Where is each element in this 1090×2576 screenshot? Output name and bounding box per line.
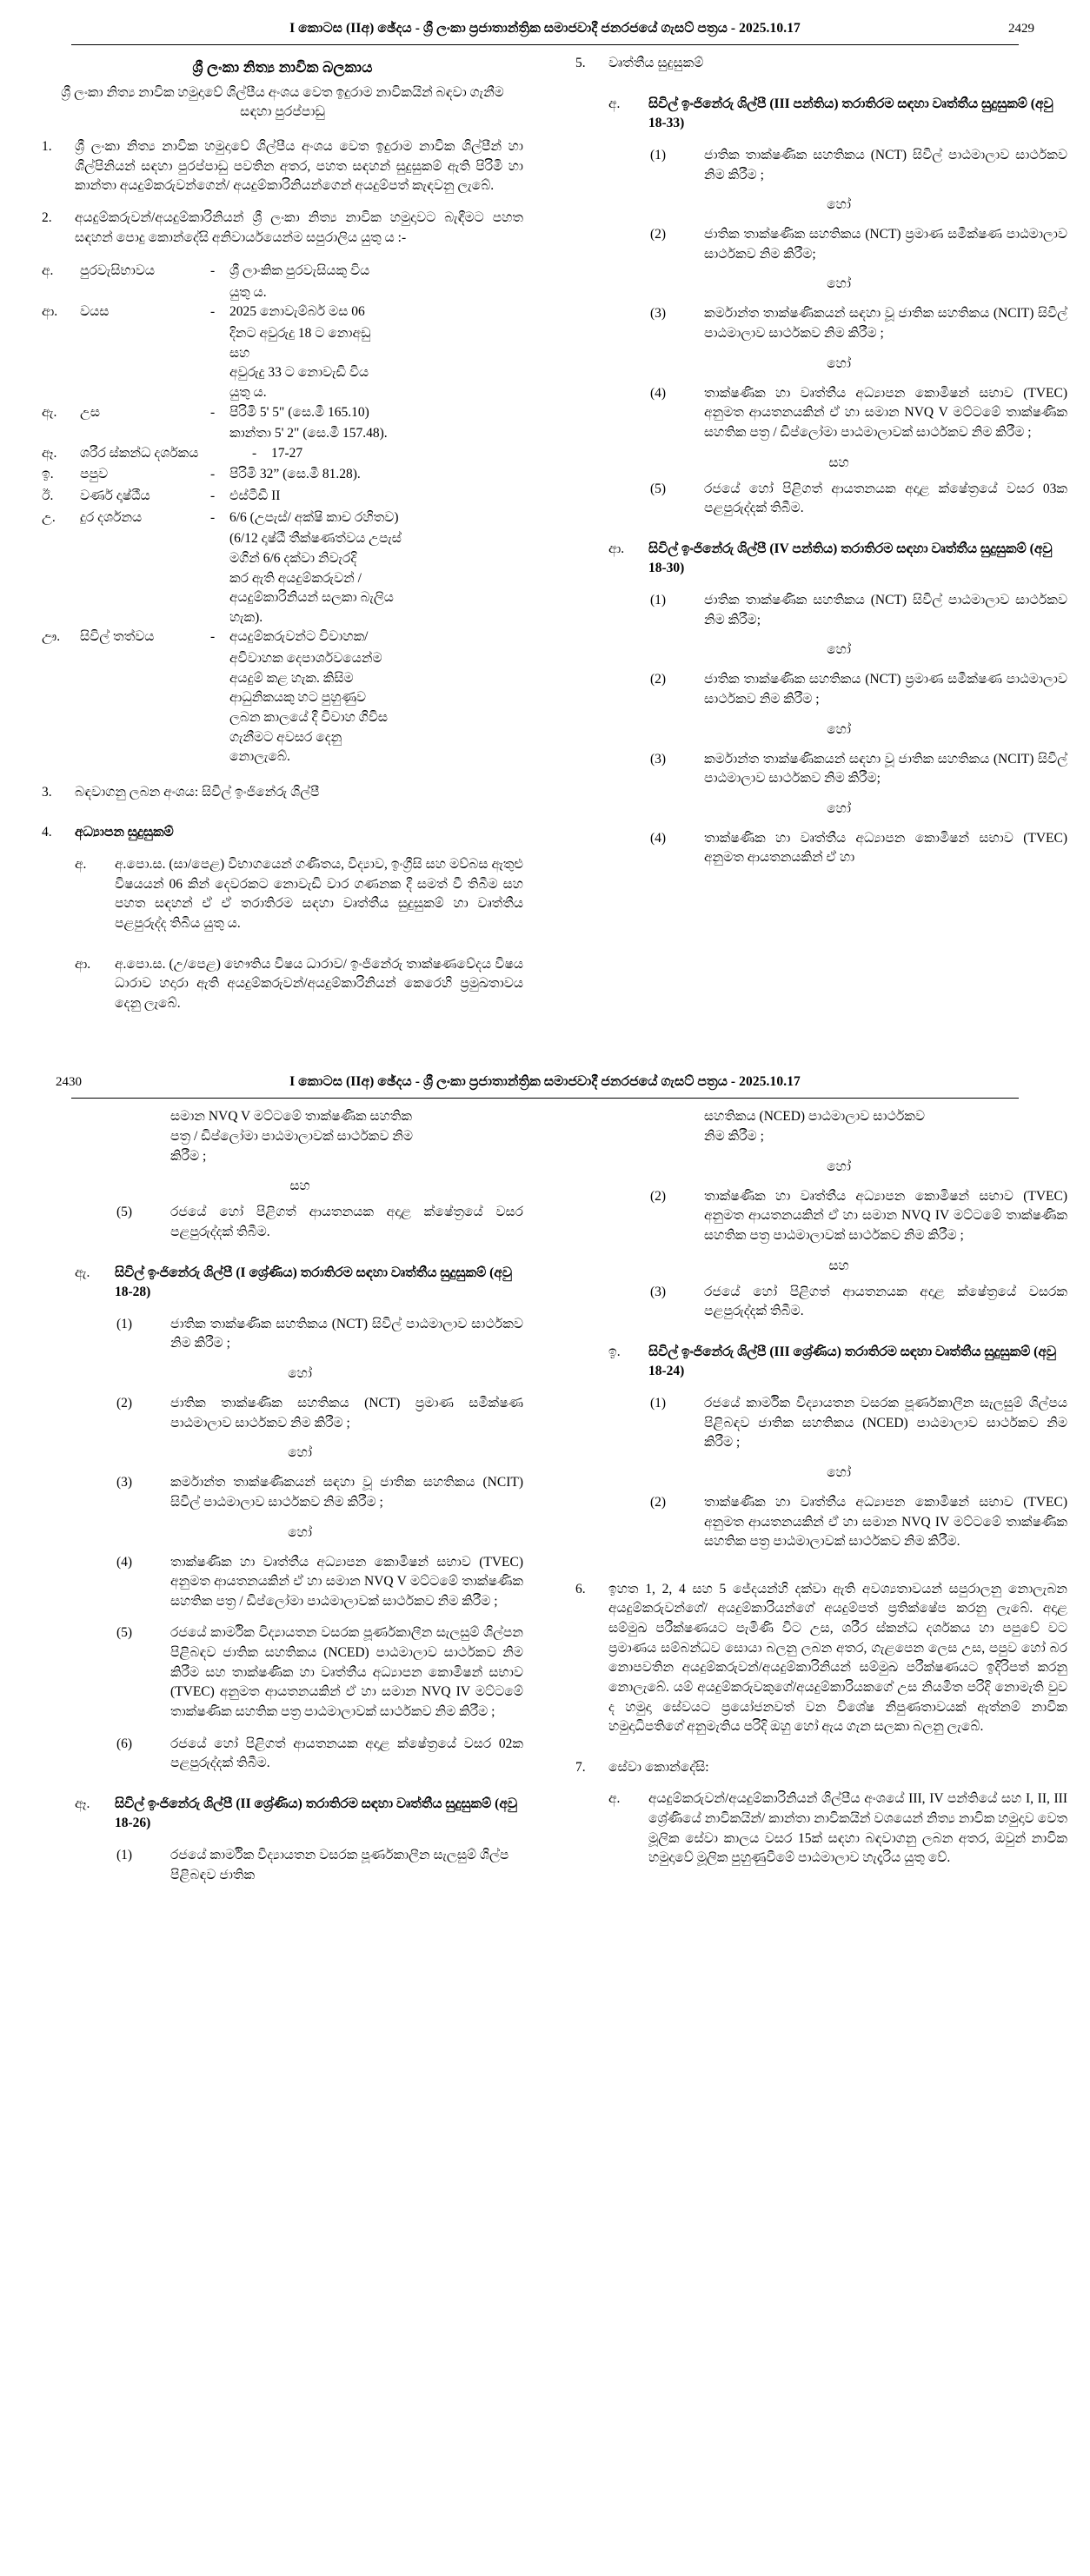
- definition-row: [42, 444, 523, 464]
- subitem-text: කර්මාන්ත තාක්ෂණිකයන් සඳහා වූ ජාතික සහතිකය (NCIT) සිවිල් පාඨමාලාව සාර්ථකව නිම කිරීම ;: [170, 1475, 523, 1510]
- subitem: [650, 829, 1067, 868]
- section-5-heading: වෘත්තීය සුදුසුකම්: [608, 56, 704, 70]
- header-rule: [71, 1098, 1019, 1099]
- section-7: [575, 1758, 1067, 1778]
- section-5-number: 5.: [575, 56, 586, 70]
- subitem: [650, 1493, 1067, 1552]
- subitem-text: රජයේ හෝ පිළිගත් ආයතනයක අදාළ ක්ෂේත්‍රයේ වසර පළපුරුද්දක් තිබීම.: [170, 1205, 523, 1239]
- section-4-heading: අධ්‍යාපන සුදුසුකම්: [75, 825, 174, 840]
- subitem-text: කර්මාන්ත තාක්ෂණිකයන් සඳහා වූ ජාතික සහතිකය (NCIT) සිවිල් පාඨමාලාව සාර්ථකව නිම කිරීම ;: [704, 306, 1067, 341]
- subitem: [116, 1735, 523, 1774]
- connector-word: හෝ: [288, 1524, 312, 1540]
- subitem: [650, 480, 1067, 519]
- subitem-number: (2): [650, 227, 667, 242]
- connector-word: සහ: [289, 1178, 310, 1194]
- subitem-number: (4): [650, 830, 667, 846]
- subitem-text: රජයේ හෝ පිළිගත් ආයතනයක අදාළ ක්ෂේත්‍රයේ වසර 03ක පළපුරුද්දක් තිබීම.: [704, 481, 1067, 516]
- definition-row: [42, 508, 523, 528]
- definition-continuation: [42, 708, 523, 728]
- connector-word: සහ: [828, 1258, 849, 1273]
- section-6-text: ඉහත 1, 2, 4 සහ 5 ජේදයන්හි දක්වා ඇති අවශ්‍යතාවයන් සපුරාලනු නොලැබන අයදුම්කරුවන්ගේ/ අයදුම්කාරියන්ගේ අයදුම්පත් ප්‍රතික්ෂේප කරනු ලැබේ. අදාළ සම්මුඛ පරීක්ෂණයට පැමිණි විට උස, ශරීර ස්කන්ධ දර්ශකය හා පපුවේ වට ප්‍රමාණය සම්බන්ධව සොයා බලනු ලබන අතර, ගැළපෙන ලෙස උස, පපුව හෝ බර නොපවතින අයදුම්කරුවන්/අයදුම්කාරිනියන් සම්මුඛ පරීක්ෂණයට ඉදිරිපත් කරනු නොලැබේ. යම් අයදුම්කරුවකුගේ/අයදුම්කාරියකගේ උස නියමිත පරිදි නොමැති වුව ද හමුදා සේවයට ප්‍රයෝජනවත් වන විශේෂ නිපුණතාවයක් ඇත්නම් නාවික හමුදාධිපතිගේ අනුමැතිය පරිදි ඔහු හෝ ඇය ගැන සලකා බලනු ලැබේ.: [608, 1581, 1067, 1735]
- gazette-page-2429: [0, 0, 1090, 1026]
- continued-subitem: [116, 1107, 523, 1166]
- definition-value: 17-27: [271, 445, 303, 461]
- definition-continuation-line: නොලැබේ.: [229, 749, 290, 765]
- header-rule: [71, 44, 1019, 45]
- section-2-number: 2.: [42, 209, 52, 225]
- connector-word: හෝ: [827, 721, 851, 737]
- definition-continuation-line: ලබන කාලයේ දී විවාහ ගිවිස: [229, 709, 389, 725]
- subitem: [650, 750, 1067, 789]
- definition-value: පිරිමි 5' 5" (සෙ.මී 165.10): [229, 404, 369, 420]
- page-two-group-d-mark: ඈ.: [75, 1796, 90, 1811]
- page-folio-number: 2429: [1008, 22, 1034, 36]
- definition-mark: අ.: [42, 263, 54, 279]
- gazette-page-2430: [0, 1057, 1090, 1897]
- subitem-number: (2): [650, 1494, 667, 1510]
- section-5: [575, 54, 1067, 74]
- section-5-group-b-mark: ආ.: [608, 541, 625, 556]
- definition-mark: උ.: [42, 509, 56, 525]
- definition-dash: -: [210, 404, 216, 420]
- section-5-group-a: [608, 95, 1067, 134]
- definition-row: [42, 403, 523, 423]
- definition-continuation: [42, 344, 523, 364]
- subitem-number: (1): [116, 1848, 133, 1862]
- subitem-number: (2): [116, 1396, 133, 1411]
- subitem: [650, 384, 1067, 443]
- section-4-item-a: [75, 855, 523, 934]
- definition-continuation: [42, 529, 523, 549]
- page-two-group-e: [608, 1343, 1067, 1382]
- subitem: [116, 1394, 523, 1433]
- definition-continuation: [42, 588, 523, 608]
- section-7-item-a-text: අයදුම්කරුවන්/අයදුම්කාරිනියන් ශිල්පීය අංශයේ III, IV පන්තියේ සහ I, II, III ශ්‍රේණියේ නාවිකයින්/ කාන්තා නාවිකයින් වශයෙන් නිත්‍ය නාවික හමුදාව වෙත මූලික සේවා කාලය වසර 15ක් සඳහා බඳවාගනු ලබන අතර, ඔවුන් නාවික හමුදාවේ මූලික පුහුණුවීමේ පාඨමාලාව හැදෑරිය යුතු වේ.: [648, 1791, 1067, 1866]
- definition-dash: -: [210, 629, 216, 645]
- definition-mark: ඊ.: [42, 488, 54, 503]
- section-6-number: 6.: [575, 1581, 586, 1597]
- subitem-text: රජයේ කාර්මික විද්‍යායතන වසරක පූර්ණකාලීන සැලසුම් ශිල්පන පිළිබඳව ජාතික සහතිකය (NCED) පාඨමාලාව සාර්ථකව නිම කිරීම සහ තාක්ෂණික හා වෘත්තීය අධ්‍යාපන කොමිෂන් සභාව (TVEC) අනුමත ආයතනයකින් ඒ හා සමාන NVQ IV මට්ටමේ තාක්ෂණික සහතික පත්‍ර පාඨමාලාවක් සාර්ථකව නිම කිරීම ;: [170, 1625, 523, 1719]
- definition-continuation: [42, 383, 523, 403]
- page-one-columns: [23, 54, 1067, 1026]
- section-4-item-b-text: අ.පො.ස. (උ/පෙළ) භෞතිය විෂය ධාරාව/ ඉංජිනේරු තාක්ෂණවේදය විෂය ධාරාව හදාරා ඇති අයදුම්කරුවන්/අයදුම්කාරිනියන් කෙරෙහි ප්‍රමුඛතාවය දෙනු ලැබේ.: [115, 956, 523, 1011]
- section-4-item-b: [75, 955, 523, 1014]
- definition-continuation-line: මගින් 6/6 දක්වා නිවැරදි: [229, 550, 357, 566]
- definition-continuation: [42, 649, 523, 669]
- subitem-number: (3): [650, 306, 667, 322]
- document-subtitle: ශ්‍රී ලංකා නිත්‍ය නාවික හමුදාවේ ශිල්පීය අංශය වෙත ඉදුරාම නාවිකයින් බඳවා ගැනීම සඳහා පුරප්පාඩු: [61, 85, 504, 119]
- section-1: [42, 137, 523, 196]
- section-4-item-b-mark: ආ.: [75, 956, 91, 972]
- definition-term: දුර දර්ශනය: [80, 509, 143, 525]
- page-two-columns: [23, 1107, 1067, 1897]
- section-3-number: 3.: [42, 784, 52, 800]
- subitem-text: රජයේ හෝ පිළිගත් ආයතනයක අදාළ ක්ෂේත්‍රයේ වසර 02ක පළපුරුද්දක් තිබීම.: [170, 1736, 523, 1771]
- subitem-number: (5): [116, 1205, 133, 1220]
- section-7-heading: සේවා කොන්දේසි:: [608, 1759, 709, 1775]
- definition-value: 6/6 (උපැස්/ අක්ෂි කාච රහිතව): [229, 509, 399, 525]
- definition-continuation: [42, 549, 523, 569]
- running-head-page-two: [23, 1069, 1067, 1095]
- definition-continuation-line: ආධුනිකයකු හට පුහුණුව: [229, 690, 367, 706]
- definition-continuation-line: අවිවාහක දෙපාර්ශවයෙන්ම: [229, 651, 382, 666]
- section-3-text: බඳවාගනු ලබන අංශය: සිවිල් ඉංජිනේරු ශිල්පී: [75, 784, 320, 800]
- definition-continuation-line: අයදුම්කාරිනියන් සලකා බැලිය: [229, 590, 394, 606]
- definition-value: එස්ටීඩී II: [229, 488, 281, 503]
- section-2: [42, 209, 523, 248]
- definition-continuation: [42, 608, 523, 628]
- definition-row: [42, 487, 523, 507]
- definition-dash: -: [210, 488, 216, 503]
- section-2-definition-list: [42, 262, 523, 767]
- definition-dash: -: [210, 263, 216, 279]
- subitem-number: (3): [116, 1475, 133, 1490]
- page-break-gap: [0, 1026, 1090, 1057]
- definition-continuation-line: අයදුම් කළ හැක. කිසිම: [229, 670, 354, 686]
- section-2-text: අයදුම්කරුවන්/අයදුම්කාරිනියන් ශ්‍රී ලංකා නිත්‍ය නාවික හමුදාවට බැඳීමට පහත සඳහන් පොදු කොන්දේසි අනිවාර්යයෙන්ම සපුරාලිය යුතු ය :-: [75, 209, 523, 245]
- definition-value: පිරිමි 32” (සෙ.මී 81.28).: [229, 467, 361, 482]
- definition-continuation: [42, 324, 523, 344]
- subitem-text: ජාතික තාක්ෂණික සහතිකය (NCT) සිවිල් පාඨමාලාව සාර්ථකව නිම කිරීම ;: [704, 147, 1067, 183]
- subitem: [116, 1315, 523, 1354]
- subitem: [650, 1283, 1067, 1322]
- definition-dash: -: [210, 304, 216, 320]
- page-folio-number: 2430: [56, 1075, 82, 1090]
- definition-value: 2025 නොවැම්බර් මස 06: [229, 304, 365, 320]
- page-two-group-d-heading: සිවිල් ඉංජිනේරු ශිල්පී (II ශ්‍රේණිය) තරාතිරම සඳහා වෘත්තීය සුදුසුකම් (අවු 18-26): [115, 1796, 518, 1831]
- subitem: [650, 146, 1067, 185]
- subitem-text: තාක්ෂණික හා වෘත්තීය අධ්‍යාපන කොමිෂන් සභාව (TVEC) අනුමත ආයතනයකින් ඒ හා සමාන NVQ IV මට්ටමේ තාක්ෂණික සහතික පත්‍ර පාඨමාලාවක් සාර්ථකව නිම කිරීම.: [704, 1494, 1067, 1550]
- definition-row: [42, 627, 523, 647]
- subitem-number: (3): [650, 1284, 667, 1299]
- subitem-number: (2): [650, 672, 667, 687]
- section-5-group-b: [608, 540, 1067, 579]
- page-one-right-column: [567, 54, 1067, 880]
- definition-continuation: [42, 688, 523, 708]
- definition-term: වයස: [80, 304, 110, 320]
- definition-continuation-line: සහ: [229, 345, 250, 361]
- continued-subitem-text: [170, 1107, 523, 1166]
- definition-mark: ආ.: [42, 304, 58, 320]
- section-3: [42, 783, 523, 803]
- definition-term: පුරවැසිභාවය: [80, 263, 156, 279]
- definition-mark: ඉ.: [42, 467, 54, 482]
- continued-subitem: [650, 1107, 1067, 1146]
- section-1-number: 1.: [42, 139, 52, 154]
- subitem: [116, 1846, 523, 1885]
- definition-dash: -: [210, 509, 216, 525]
- definition-dash: -: [210, 467, 216, 482]
- definition-term: සිවිල් තත්වය: [80, 629, 155, 645]
- subitem-number: (1): [650, 1396, 667, 1411]
- definition-continuation-line: (6/12 දෘෂ්ඨී තීක්ෂණත්වය උපැස්: [229, 531, 402, 547]
- subitem-number: (6): [116, 1736, 133, 1751]
- section-6: [575, 1580, 1067, 1737]
- section-5-group-b-heading: සිවිල් ඉංජිනේරු ශිල්පී (IV පන්තිය) තරාතිරම සඳහා වෘත්තීය සුදුසුකම් (අවු 18-30): [648, 541, 1053, 576]
- definition-continuation: [42, 283, 523, 303]
- subitem-text: ජාතික තාක්ෂණික සහතිකය (NCT) ප්‍රමාණ සමීක්ෂණ පාඨමාලාව සාර්ථකව නිම කිරීම ;: [170, 1396, 523, 1431]
- connector-word: හෝ: [827, 642, 851, 658]
- subitem-text: රජයේ කාර්මික විද්‍යායතන වසරක පූර්ණකාලීන සැලසුම් ශිල්ප පිළිබඳව ජාතික: [170, 1848, 509, 1882]
- page-two-group-e-mark: ඉ.: [608, 1344, 621, 1359]
- subitem: [116, 1473, 523, 1512]
- definition-mark: ඇ.: [42, 404, 57, 420]
- continued-subitem-text: [704, 1107, 1067, 1146]
- definition-term: උස: [80, 404, 100, 420]
- subitem: [116, 1623, 523, 1722]
- definition-row: [42, 465, 523, 485]
- definition-dash: -: [252, 445, 257, 461]
- definition-continuation: [42, 747, 523, 767]
- subitem: [116, 1553, 523, 1612]
- subitem-text: තාක්ෂණික හා වෘත්තීය අධ්‍යාපන කොමිෂන් සභාව (TVEC) අනුමත ආයතනයකින් ඒ හා සමාන NVQ V මට්ටමේ තාක්ෂණික සහතික පත්‍ර / ඩිප්ලෝමා පාඨමාලාවක් සාර්ථකව නිම කිරීම ;: [170, 1554, 523, 1609]
- connector-word: හෝ: [827, 276, 851, 292]
- section-4-number: 4.: [42, 825, 52, 840]
- page-two-left-column: [23, 1107, 523, 1897]
- section-1-text: ශ්‍රී ලංකා නිත්‍ය නාවික හමුදාවේ ශිල්පීය අංශය වෙත ඉදුරාම නාවික ශිල්පීන් හා ශිල්පිනියන් සඳහා පුරප්පාඩු පවතින අතර, පහත සඳහන් සුදුසුකම් ඇති පිරිමි හා කාන්තා අයදුම්කරුවන්ගෙන්/ අයදුම්කාරිනියන්ගෙන් අයදුම්පත් කැඳවනු ලැබේ.: [75, 139, 523, 194]
- page-two-group-c: [75, 1264, 523, 1303]
- continuation-line: පත්‍ර / ඩිප්ලෝමා පාඨමාලාවක් සාර්ථකව නිම: [170, 1129, 414, 1144]
- subitem-text: රජයේ හෝ පිළිගත් ආයතනයක අදාළ ක්ෂේත්‍රයේ වසරක පළපුරුද්දක් තිබීම.: [704, 1284, 1067, 1319]
- page-two-group-c-heading: සිවිල් ඉංජිනේරු ශිල්පී (I ශ්‍රේණිය) තරාතිරම සඳහා වෘත්තීය සුදුසුකම් (අවු 18-28): [115, 1265, 512, 1300]
- definition-continuation: [42, 424, 523, 444]
- definition-row: [42, 302, 523, 322]
- page-two-group-d: [75, 1795, 523, 1834]
- subitem-number: (2): [650, 1188, 667, 1204]
- subitem-number: (4): [650, 385, 667, 401]
- definition-continuation: [42, 728, 523, 748]
- definition-continuation-line: අවුරුදු 33 ට නොවැඩි විය: [229, 365, 369, 381]
- subitem-text: ජාතික තාක්ෂණික සහතිකය (NCT) ප්‍රමාණ සමීක්ෂණ පාඨමාලාව සාර්ථකව නිම කිරීම ;: [704, 672, 1067, 707]
- definition-continuation-line: යුතු ය.: [229, 384, 267, 400]
- definition-value: අයදුම්කරුවන්ට විවාහක/: [229, 629, 369, 645]
- definition-continuation-line: දිනට අවුරුදු 18 ට නොඅඩු: [229, 326, 371, 341]
- subitem-text: ජාතික තාක්ෂණික සහතිකය (NCT) සිවිල් පාඨමාලාව සාර්ථකව නිම කිරීම ;: [170, 1316, 523, 1351]
- subitem-text: ජාතික තාක්ෂණික සහතිකය (NCT) ප්‍රමාණ සමීක්ෂණ පාඨමාලාව සාර්ථකව නිම කිරීම;: [704, 227, 1067, 262]
- subitem-number: (5): [116, 1625, 133, 1641]
- section-4-item-a-text: අ.පො.ස. (සා/පෙළ) විභාගයෙන් ගණිතය, විද්‍යාව, ඉංග්‍රීසි සහ මව්බස ඇතුළු විෂයයන් 06 කින් දෙවරකට නොවැඩි වාර ගණනක දී සමත් වී තිබීම සහ පහත සඳහන් ඒ ඒ තරාතිරම සඳහා වෘත්තීය සුදුසුකම් හා වෘත්තීය පළපුරුද්ද තිබිය යුතු ය.: [115, 857, 523, 931]
- continuation-line: සහතිකය (NCED) පාඨමාලාව සාර්ථකව: [704, 1109, 926, 1125]
- continuation-line: සමාන NVQ V මට්ටමේ තාක්ෂණික සහතික: [170, 1109, 412, 1125]
- section-4: [42, 823, 523, 843]
- subitem-number: (1): [650, 593, 667, 607]
- page-two-group-c-mark: ඇ.: [75, 1265, 90, 1280]
- subitem: [650, 670, 1067, 709]
- connector-word: හෝ: [288, 1445, 312, 1461]
- connector-word: සහ: [828, 455, 849, 470]
- definition-mark: ඌ.: [42, 629, 61, 645]
- subitem: [116, 1203, 523, 1242]
- connector-word: හෝ: [827, 1159, 851, 1174]
- running-head-page-one: [23, 16, 1067, 42]
- subitem-text: තාක්ෂණික හා වෘත්තීය අධ්‍යාපන කොමිෂන් සභාව (TVEC) අනුමත ආයතනයකින් ඒ හා සමාන NVQ V මට්ටමේ තාක්ෂණික සහතික පත්‍ර / ඩිප්ලෝමා පාඨමාලාවක් සාර්ථකව නිම කිරීම ;: [704, 385, 1067, 440]
- definition-continuation-line: යුතු ය.: [229, 284, 267, 300]
- definition-value: ශ්‍රී ලාංකික පුරවැසියකු විය: [229, 263, 370, 279]
- subitem: [650, 591, 1067, 630]
- subitem: [650, 1187, 1067, 1246]
- subitem-number: (1): [650, 147, 667, 163]
- section-5-group-a-heading: සිවිල් ඉංජිනේරු ශිල්පී (III පන්තිය) තරාතිරම සඳහා වෘත්තීය සුදුසුකම් (අවු 18-33): [648, 96, 1053, 131]
- section-5-group-a-mark: අ.: [608, 96, 621, 111]
- section-7-item-a-mark: අ.: [608, 1791, 621, 1807]
- subitem-text: ජාතික තාක්ෂණික සහතිකය (NCT) සිවිල් පාඨමාලාව සාර්ථකව නිම කිරීම;: [704, 593, 1067, 627]
- definition-continuation-line: ගැනීමට අවසර දෙනු: [229, 729, 342, 745]
- subitem-text: කර්මාන්ත තාක්ෂණිකයන් සඳහා වූ ජාතික සහතිකය (NCIT) සිවිල් පාඨමාලාව සාර්ථකව නිම කිරීම;: [704, 751, 1067, 787]
- subitem: [650, 225, 1067, 264]
- section-7-number: 7.: [575, 1759, 586, 1775]
- section-7-item-a: [608, 1789, 1067, 1869]
- connector-word: හෝ: [827, 1464, 851, 1480]
- running-head-text: I කොටස (IIඅ) ඡේදය - ශ්‍රී ලංකා ප්‍රජාතාන්ත්‍රික සමාජවාදී ජනරජයේ ගැසට් පත්‍රය - 2025.10.17: [289, 1074, 801, 1090]
- subitem-text: තාක්ෂණික හා වෘත්තීය අධ්‍යාපන කොමිෂන් සභාව (TVEC) අනුමත ආයතනයකින් ඒ හා සමාන NVQ IV මට්ටමේ තාක්ෂණික සහතික පත්‍ර පාඨමාලාවක් සාර්ථකව නිම කිරීම ;: [704, 1188, 1067, 1243]
- continuation-line: නිම කිරීම ;: [704, 1129, 764, 1144]
- subitem-number: (4): [116, 1554, 133, 1570]
- document-title: ශ්‍රී ලංකා නිත්‍ය නාවික බලකාය: [192, 59, 373, 76]
- definition-term: වර්ණ දෘෂ්ඨීය: [80, 488, 150, 503]
- definition-continuation-line: හැක).: [229, 609, 263, 625]
- definition-continuation: [42, 363, 523, 383]
- subitem-number: (3): [650, 751, 667, 767]
- page-two-right-column: [567, 1107, 1067, 1881]
- continuation-line: කිරීම ;: [170, 1148, 207, 1164]
- connector-word: හෝ: [288, 1366, 312, 1381]
- definition-term: පපුව: [80, 467, 109, 482]
- subitem-text: තාක්ෂණික හා වෘත්තීය අධ්‍යාපන කොමිෂන් සභාව (TVEC) අනුමත ආයතනයකින් ඒ හා: [704, 830, 1067, 866]
- subitem-number: (1): [116, 1316, 133, 1331]
- connector-word: හෝ: [827, 800, 851, 816]
- definition-continuation: [42, 569, 523, 589]
- subitem-number: (5): [650, 481, 667, 496]
- definition-term: ශරීර ස්කන්ධ දර්ශකය: [80, 445, 199, 461]
- connector-word: හෝ: [827, 355, 851, 371]
- running-head-text: I කොටස (IIඅ) ඡේදය - ශ්‍රී ලංකා ප්‍රජාතාන්ත්‍රික සමාජවාදී ජනරජයේ ගැසට් පත්‍රය - 2025.10.17: [289, 21, 801, 36]
- subitem: [650, 1394, 1067, 1453]
- page-two-group-e-heading: සිවිල් ඉංජිනේරු ශිල්පී (III ශ්‍රේණිය) තරාතිරම සඳහා වෘත්තීය සුදුසුකම් (අවු 18-24): [648, 1344, 1057, 1379]
- section-4-item-a-mark: අ.: [75, 857, 87, 872]
- definition-continuation-line: කාන්තා 5' 2" (සෙ.මී 157.48).: [229, 426, 388, 442]
- definition-continuation: [42, 669, 523, 689]
- definition-continuation-line: කර ඇති අයදුම්කරුවන් /: [229, 570, 362, 586]
- definition-mark: ඈ.: [42, 445, 57, 461]
- definition-row: [42, 262, 523, 282]
- subitem-text: රජයේ කාර්මික විද්‍යායතන වසරක පූර්ණකාලීන සැලසුම් ශිල්පය පිළිබඳව ජාතික සහතිකය (NCED) පාඨමාලාව සාර්ථකව නිම කිරීම ;: [704, 1396, 1067, 1451]
- subitem: [650, 304, 1067, 343]
- page-one-left-column: [23, 54, 523, 1026]
- connector-word: හෝ: [827, 197, 851, 213]
